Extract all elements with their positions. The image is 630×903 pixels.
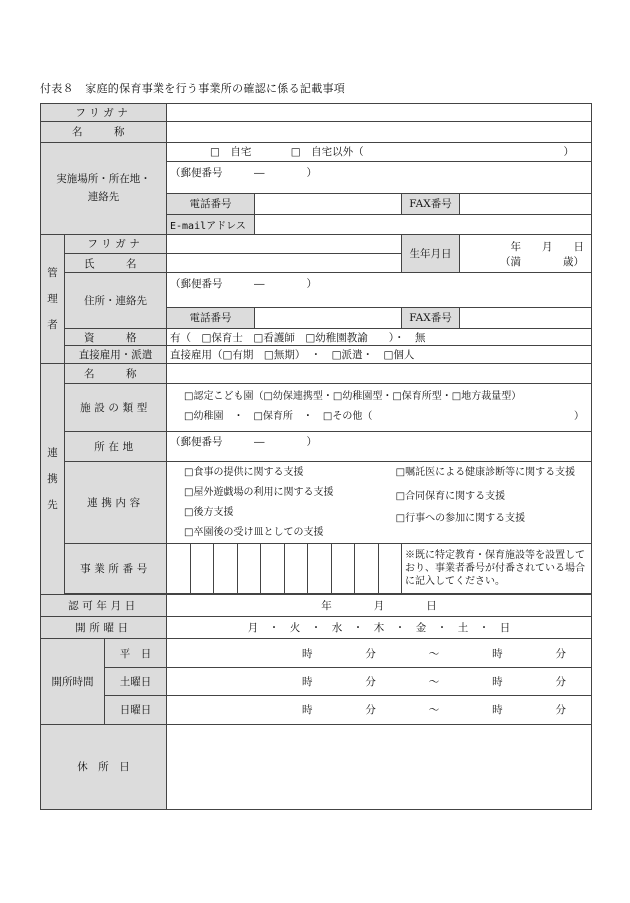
sunday-from-hour-unit: 時 [302,704,313,717]
saturday-label: 土曜日 [105,667,167,695]
admin-char-3: 者 [47,318,58,331]
admin-furigana-label: フリガナ [65,234,167,253]
location-fax-label: FAX番号 [402,194,460,214]
saturday-to-min-unit: 分 [555,676,566,689]
confirmation-form-table [40,103,592,810]
birthdate-label: 生年月日 [402,234,460,273]
sunday-from-min-unit: 分 [365,704,376,717]
location-label-text: 実施場所・所在地・連絡先 [56,173,151,204]
facility-type-close: ） [574,411,584,423]
facility-type-options[interactable] [167,383,592,431]
digit-box[interactable] [261,544,285,593]
location-fax-field[interactable] [460,194,592,214]
birthdate-age: （満 歳） [500,255,584,268]
weekday-from-hour-unit: 時 [302,647,313,660]
admin-fax-label: FAX番号 [402,307,460,328]
birthdate-field[interactable] [460,234,592,273]
partner-section-label [41,363,65,594]
digit-box[interactable] [308,544,332,593]
weekday-label: 平 日 [105,639,167,667]
digit-box[interactable] [191,544,215,593]
weekday-from-min-unit: 分 [365,647,376,660]
digit-box[interactable] [167,544,191,593]
sunday-tilde: ～ [428,704,440,717]
saturday-to-hour-unit: 時 [492,676,503,689]
digit-box[interactable] [238,544,262,593]
other-place-checkbox[interactable]: □ 自宅以外（ [290,146,364,159]
partner-location-label: 所在地 [65,431,167,461]
partner-name-field[interactable] [167,363,592,383]
coop-meals[interactable]: □食事の提供に関する支援 [184,466,304,478]
admin-postal[interactable]: （郵便番号 ― ） [167,273,592,307]
digit-box[interactable] [379,544,402,593]
furigana-field[interactable] [167,104,592,122]
cooperation-label: 連携内容 [65,461,167,543]
weekday-tilde: ～ [428,647,440,660]
admin-section-label [41,234,65,363]
weekday-to-min-unit: 分 [555,647,566,660]
partner-postal[interactable]: （郵便番号 ― ） [167,431,592,461]
coop-playground[interactable]: □屋外遊戯場の利用に関する支援 [184,486,334,498]
location-tel-field[interactable] [255,194,402,214]
admin-tel-label: 電話番号 [167,307,255,328]
admin-name-field[interactable] [167,254,402,273]
sunday-hours[interactable] [167,696,592,724]
saturday-from-hour-unit: 時 [302,676,313,689]
admin-fax-field[interactable] [460,307,592,328]
sunday-label: 日曜日 [105,696,167,724]
other-place-close: ） [563,146,574,159]
facility-type-line1[interactable]: □認定こども園（□幼保連携型・□幼稚園型・□保育所型・□地方裁量型） [184,391,522,403]
facility-type-label: 施設の類型 [65,383,167,431]
facility-type-line2-text[interactable]: □幼稚園 ・ □保育所 ・ □その他（ [184,411,373,423]
partner-char-1: 連 [47,446,58,459]
digit-box[interactable] [332,544,356,593]
office-number-label: 事業所番号 [65,544,167,594]
coop-joint-care[interactable]: □合同保育に関する支援 [395,490,506,502]
admin-char-2: 理 [47,292,58,305]
admin-tel-field[interactable] [255,307,402,328]
office-number-boxes[interactable] [167,544,402,594]
office-number-note: ※既に特定教育・保育施設等を設置しており、事業者番号が付番されている場合に記入してください。 [402,544,592,594]
location-choice-row [167,142,592,161]
employment-options[interactable]: 直接雇用（□有期 □無期） ・ □派遣・ □個人 [167,346,592,363]
location-email-field[interactable] [255,214,592,234]
location-email-label: E-mailアドレス [167,214,255,234]
facility-type-line2[interactable] [170,407,588,427]
qualification-options[interactable]: 有（ □保育士 □看護師 □幼稚園教諭 ）・ 無 [167,329,592,346]
partner-name-label: 名 称 [65,363,167,383]
form-title: 付表８ 家庭的保育事業を行う事業所の確認に係る記載事項 [40,82,346,95]
weekday-to-hour-unit: 時 [492,647,503,660]
coop-events[interactable]: □行事への参加に関する支援 [395,512,526,524]
location-label [41,142,167,234]
name-field[interactable] [167,122,592,142]
coop-after-graduation[interactable]: □卒園後の受け皿としての支援 [184,526,324,538]
coop-medical[interactable]: □嘱託医による健康診断等に関する支援 [395,466,576,478]
partner-char-2: 携 [47,472,58,485]
saturday-tilde: ～ [428,676,440,689]
furigana-label: フリガナ [41,104,167,122]
approval-date-field[interactable]: 年 月 日 [167,594,592,616]
location-tel-label: 電話番号 [167,194,255,214]
home-checkbox[interactable]: □ 自宅 [210,146,252,159]
open-hours-label: 開所時間 [41,639,105,724]
employment-label: 直接雇用・派遣 [65,346,167,363]
admin-address-label: 住所・連絡先 [65,273,167,329]
open-days-options[interactable]: 月 ・ 火 ・ 水 ・ 木 ・ 金 ・ 土 ・ 日 [167,617,592,639]
birthdate-ymd: 年 月 日 [510,240,584,253]
digit-box[interactable] [285,544,309,593]
location-postal[interactable]: （郵便番号 ― ） [167,161,592,193]
qualification-label: 資 格 [65,329,167,346]
weekday-hours[interactable] [167,639,592,667]
holidays-label: 休 所 日 [41,724,167,809]
saturday-hours[interactable] [167,667,592,695]
approval-date-label: 認可年月日 [41,594,167,616]
admin-name-label: 氏 名 [65,254,167,273]
partner-char-3: 先 [47,498,58,511]
holidays-field[interactable] [167,724,592,809]
name-label: 名 称 [41,122,167,142]
digit-box[interactable] [355,544,379,593]
cooperation-options[interactable] [167,461,592,543]
sunday-to-hour-unit: 時 [492,704,503,717]
digit-box[interactable] [214,544,238,593]
open-days-label: 開所曜日 [41,617,167,639]
sunday-to-min-unit: 分 [555,704,566,717]
admin-furigana-field[interactable] [167,234,402,253]
admin-char-1: 管 [47,266,58,279]
coop-backup[interactable]: □後方支援 [184,506,234,518]
saturday-from-min-unit: 分 [365,676,376,689]
